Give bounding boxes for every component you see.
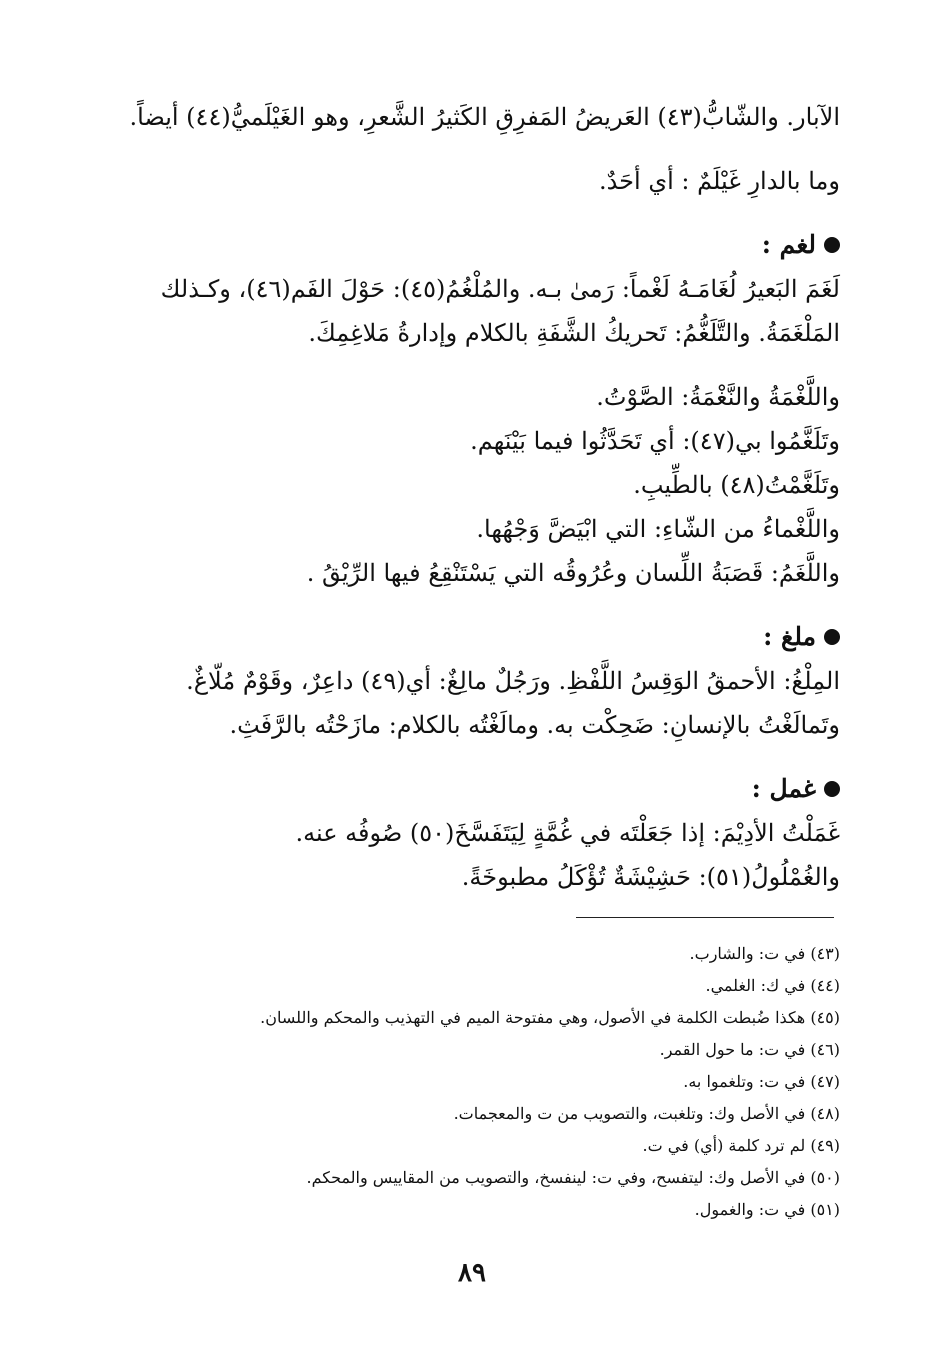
section-heading: لغم : <box>120 223 840 267</box>
section-heading: ملغ : <box>120 615 840 659</box>
bullet-icon <box>824 629 840 645</box>
footnote: (٤٩) لم ترد كلمة (أي) في ت. <box>642 1136 840 1155</box>
text-line: المِلْغُ: الأحمقُ الوَقِسُ اللَّفْظِ. ورَجُلٌ مالِغٌ: أي(٤٩) داعِرٌ، وقَوْمٌ مُلّاغٌ. <box>186 667 840 695</box>
bullet-icon <box>824 781 840 797</box>
footnote: (٥٠) في الأصل وك: ليتفسح، وفي ت: لينفسخ، والتصويب من المقاييس والمحكم. <box>306 1168 840 1187</box>
footnote: (٤٣) في ت: والشارب. <box>689 944 840 963</box>
text-line: وتَلَغَّمْتُ(٤٨) بالطِّيبِ. <box>633 471 840 499</box>
section-heading: غمل : <box>120 767 840 811</box>
text-line: الآبار. والشّابُّ(٤٣) العَريضُ المَفرِقِ الكَثيرُ الشَّعرِ، وهو الغَيْلَميُّ(٤٤) أيضاً. <box>129 103 840 131</box>
bullet-icon <box>824 237 840 253</box>
footnote: (٤٤) في ك: الغلمي. <box>705 976 840 995</box>
footnote: (٤٥) هكذا ضُبطت الكلمة في الأصول، وهي مفتوحة الميم في التهذيب والمحكم واللسان. <box>260 1008 840 1027</box>
text-line: واللَّغَمُ: قَصَبَةُ اللِّسان وعُرُوقُه التي يَسْتَنْقِعُ فيها الرِّيْقُ . <box>306 559 840 587</box>
main-text <box>120 95 840 899</box>
text-line: لَغَمَ البَعيرُ لُغَامَـهُ لَغْماً: رَمىٰ بـه. والمُلْغُمُ(٤٥): حَوْلَ الفَم(٤٦)، وكـذلك <box>160 275 840 303</box>
footnote-divider <box>576 917 834 918</box>
footnote: (٤٨) في الأصل وك: وتلغبت، والتصويب من ت والمعجمات. <box>453 1104 840 1123</box>
text-line: وتَمالَغْتُ بالإنسانِ: ضَحِكْت به. ومالَغْتُه بالكلام: مازَحْتُه بالرَّفَثِ. <box>229 711 840 739</box>
text-line: والغُمْلُولُ(٥١): حَشِيْشَةٌ تُؤْكَلُ مطبوخَةً. <box>461 863 840 891</box>
text-line: واللَّغْماءُ من الشّاءِ: التي ابْيَضَّ وَجْهُها. <box>476 515 840 543</box>
footnote: (٥١) في ت: والغمول. <box>694 1200 840 1219</box>
text-line: المَلْغَمَةُ. والتَّلَغُّمُ: تَحريكُ الشَّفَةِ بالكلام وإدارةُ مَلاغِمِكَ. <box>308 319 840 347</box>
text-line: واللَّغْمَةُ والنَّغْمَةُ: الصَّوْتُ. <box>596 383 840 411</box>
footnotes <box>150 938 840 1226</box>
footnote: (٤٦) في ت: ما حول القمر. <box>659 1040 840 1059</box>
text-line: وما بالدارِ غَيْلَمٌ : أي أحَدٌ. <box>598 167 840 195</box>
footnote: (٤٧) في ت: وتلغموا به. <box>683 1072 840 1091</box>
text-line: غَمَلْتُ الأدِيْمَ: إذا جَعَلْتَه في غُمَّةٍ لِيَتَفَسَّخَ(٥٠) صُوفُه عنه. <box>295 819 840 847</box>
text-line: وتَلَغَّمُوا بي(٤٧): أي تَحَدَّثُوا فيما بَيْنَهم. <box>470 427 840 455</box>
page-number: ٨٩ <box>458 1258 486 1288</box>
